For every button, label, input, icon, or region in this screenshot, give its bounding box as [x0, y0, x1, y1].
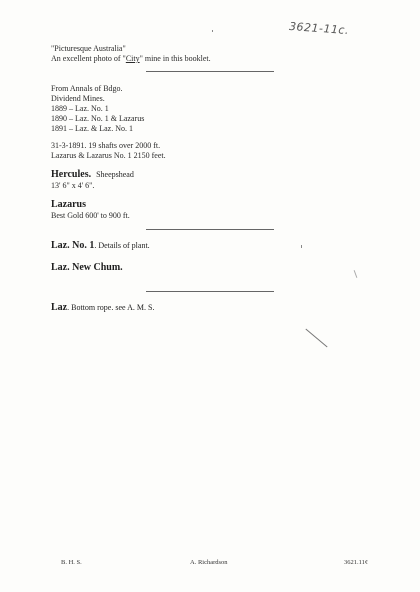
laz-new-chum-heading: Laz. New Chum. [51, 262, 123, 273]
shafts-line-2: Lazarus & Lazarus No. 1 2150 feet. [51, 151, 166, 160]
handwritten-reference: 3621-11c. [288, 19, 350, 38]
hercules-detail: 13' 6" x 4' 6". [51, 181, 95, 190]
intro-city-link: City [125, 54, 140, 63]
laz-no1-heading [51, 240, 150, 251]
annals-line-3: 1889 – Laz. No. 1 [51, 104, 109, 113]
scan-mark [212, 30, 213, 32]
intro-line-2-pre: An excellent photo of " [51, 54, 126, 63]
laz-bottom-title: Laz [51, 302, 68, 313]
intro-line-2-post: " mine in this booklet. [139, 54, 211, 63]
divider-rule-2 [146, 229, 274, 230]
laz-bottom-heading [51, 302, 154, 313]
annals-line-5: 1891 – Laz. & Laz. No. 1 [51, 124, 133, 133]
scan-mark [305, 329, 327, 348]
intro-line-2 [51, 54, 211, 64]
scan-mark [301, 245, 302, 248]
intro-line-1: "Picturesque Australia" [51, 44, 126, 53]
footer-center: A. Richardson [190, 559, 228, 566]
lazarus-heading: Lazarus [51, 199, 86, 210]
laz-bottom-suffix: . Bottom rope. see A. M. S. [67, 303, 155, 312]
footer-right: 3621.11¢ [344, 559, 369, 566]
annals-line-2: Dividend Mines. [51, 94, 105, 103]
lazarus-detail: Best Gold 600' to 900 ft. [51, 211, 130, 220]
laz-no1-title: Laz. No. 1 [51, 240, 95, 251]
divider-rule-3 [146, 291, 274, 292]
annals-line-4: 1890 – Laz. No. 1 & Lazarus [51, 114, 145, 123]
laz-no1-suffix: . Details of plant. [94, 241, 150, 250]
shafts-line-1: 31-3-1891. 19 shafts over 2000 ft. [51, 141, 161, 150]
footer-left: B. H. S. [61, 559, 82, 566]
hercules-heading [51, 169, 134, 180]
scan-mark [354, 270, 358, 278]
hercules-suffix: Sheepshead [96, 170, 134, 179]
annals-line-1: From Annals of Bdgo. [51, 84, 123, 93]
hercules-title: Hercules. [51, 169, 92, 180]
divider-rule-1 [146, 71, 274, 72]
